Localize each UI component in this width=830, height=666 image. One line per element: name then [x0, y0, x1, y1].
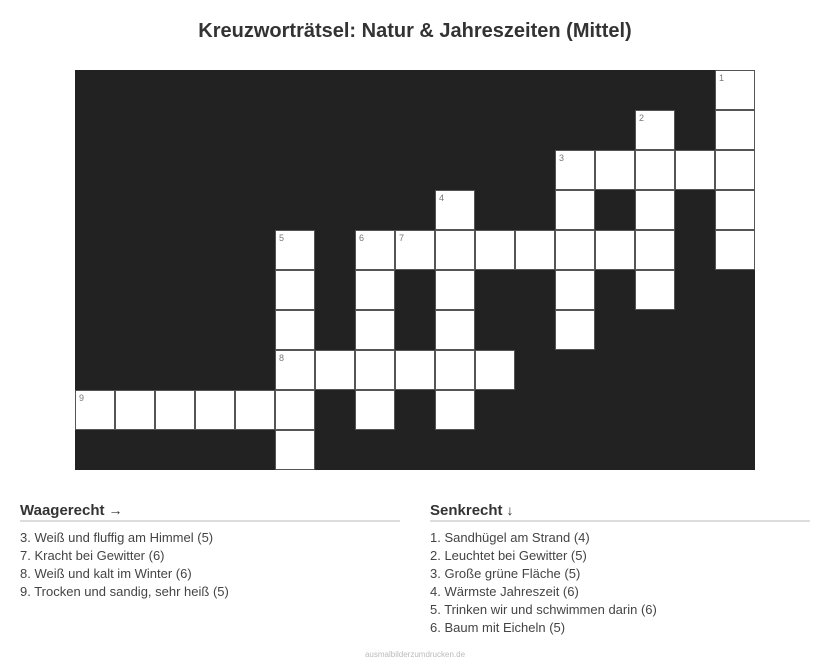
- clue-number: 5: [279, 233, 285, 243]
- across-heading-label: Waagerecht: [20, 502, 105, 519]
- clue-number: 2: [639, 113, 645, 123]
- crossword-cell[interactable]: [555, 270, 595, 310]
- clue-number: 1: [719, 73, 725, 83]
- crossword-cell[interactable]: [715, 190, 755, 230]
- crossword-cell[interactable]: [595, 150, 635, 190]
- crossword-cell[interactable]: [155, 390, 195, 430]
- clue-number: 6: [359, 233, 365, 243]
- down-heading-label: Senkrecht: [430, 502, 503, 519]
- crossword-grid: [75, 70, 755, 470]
- crossword-cell[interactable]: [355, 390, 395, 430]
- crossword-cell[interactable]: [115, 390, 155, 430]
- down-clue: 6. Baum mit Eicheln (5): [430, 620, 566, 635]
- down-clues: [430, 502, 810, 637]
- crossword-cell[interactable]: [635, 190, 675, 230]
- crossword-cell[interactable]: [355, 270, 395, 310]
- crossword-cell[interactable]: [275, 230, 315, 270]
- crossword-cell[interactable]: [515, 230, 555, 270]
- crossword-cell[interactable]: [395, 350, 435, 390]
- crossword-cell[interactable]: [235, 390, 275, 430]
- down-clue: 3. Große grüne Fläche (5): [430, 566, 581, 581]
- across-clue: 9. Trocken und sandig, sehr heiß (5): [20, 584, 229, 599]
- across-clue: 8. Weiß und kalt im Winter (6): [20, 566, 192, 581]
- across-clue: 3. Weiß und fluffig am Himmel (5): [20, 530, 214, 545]
- arrow-right-icon: →: [108, 502, 123, 518]
- crossword-cell[interactable]: [435, 190, 475, 230]
- clue-number: 4: [439, 193, 445, 203]
- arrow-down-icon: ↓: [506, 502, 514, 518]
- page-title: Kreuzworträtsel: Natur & Jahreszeiten (Mittel): [198, 20, 632, 42]
- down-clue: 1. Sandhügel am Strand (4): [430, 530, 590, 545]
- crossword-cell[interactable]: [275, 390, 315, 430]
- crossword-cell[interactable]: [435, 390, 475, 430]
- clue-number: 9: [79, 393, 85, 403]
- crossword-cell[interactable]: [555, 150, 595, 190]
- across-clue: 7. Kracht bei Gewitter (6): [20, 548, 165, 563]
- clue-number: 8: [279, 353, 285, 363]
- footer-credit: ausmalbilderzumdrucken.de: [364, 650, 466, 659]
- crossword-cell[interactable]: [275, 270, 315, 310]
- crossword-cell[interactable]: [435, 230, 475, 270]
- crossword-cell[interactable]: [635, 230, 675, 270]
- crossword-cell[interactable]: [275, 310, 315, 350]
- crossword-cell[interactable]: [675, 150, 715, 190]
- crossword-cell[interactable]: [595, 230, 635, 270]
- crossword-cell[interactable]: [395, 230, 435, 270]
- down-clue: 5. Trinken wir und schwimmen darin (6): [430, 602, 657, 617]
- clue-number: 7: [399, 233, 405, 243]
- down-heading: [430, 502, 810, 522]
- crossword-cell[interactable]: [715, 150, 755, 190]
- crossword-cell[interactable]: [635, 110, 675, 150]
- crossword-cell[interactable]: [435, 270, 475, 310]
- crossword-cell[interactable]: [475, 350, 515, 390]
- crossword-cell[interactable]: [635, 150, 675, 190]
- crossword-cell[interactable]: [715, 110, 755, 150]
- crossword-cell[interactable]: [355, 230, 395, 270]
- crossword-cell[interactable]: [555, 310, 595, 350]
- clue-number: 3: [559, 153, 565, 163]
- across-heading: [20, 502, 400, 522]
- crossword-cell[interactable]: [75, 390, 115, 430]
- crossword-cell[interactable]: [275, 350, 315, 390]
- crossword-cell[interactable]: [475, 230, 515, 270]
- crossword-cell[interactable]: [715, 230, 755, 270]
- crossword-cell[interactable]: [315, 350, 355, 390]
- crossword-cell[interactable]: [555, 190, 595, 230]
- crossword-cell[interactable]: [355, 310, 395, 350]
- crossword-cell[interactable]: [355, 350, 395, 390]
- crossword-cell[interactable]: [555, 230, 595, 270]
- crossword-cell[interactable]: [435, 310, 475, 350]
- down-clue: 2. Leuchtet bei Gewitter (5): [430, 548, 587, 563]
- crossword-cell[interactable]: [435, 350, 475, 390]
- down-clue: 4. Wärmste Jahreszeit (6): [430, 584, 579, 599]
- across-clues: [20, 502, 400, 601]
- crossword-cell[interactable]: [195, 390, 235, 430]
- crossword-cell[interactable]: [715, 70, 755, 110]
- crossword-cell[interactable]: [275, 430, 315, 470]
- crossword-cell[interactable]: [635, 270, 675, 310]
